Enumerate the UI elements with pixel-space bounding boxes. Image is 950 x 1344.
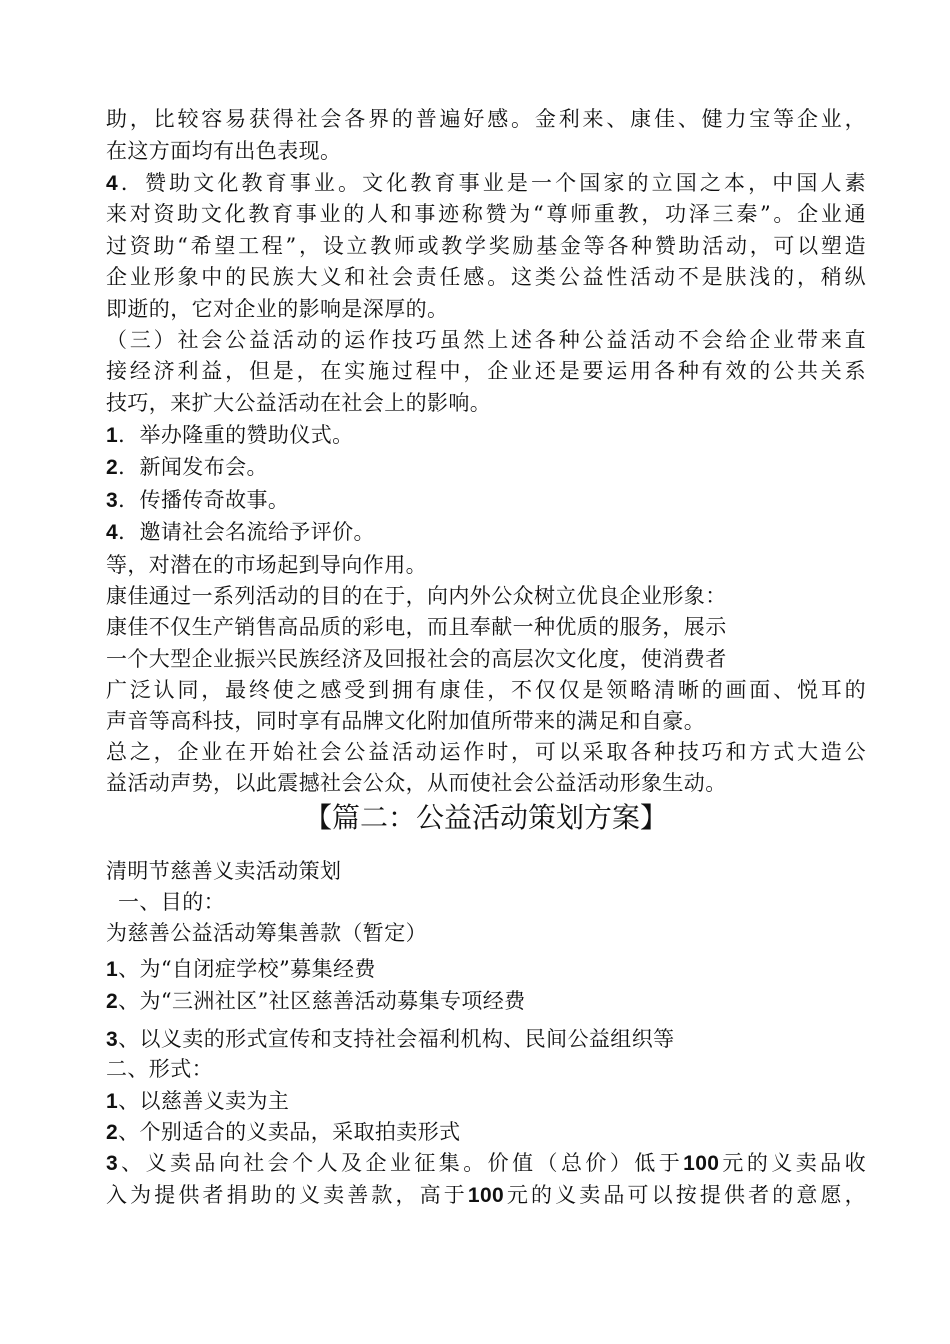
text-line: （三）社会公益活动的运作技巧虽然上述各种公益活动不会给企业带来直 [106, 328, 866, 352]
text-line: 即逝的，它对企业的影响是深厚的。 [106, 297, 449, 321]
text-line: 接经济利益，但是，在实施过程中，企业还是要运用各种有效的公共关系 [106, 359, 866, 383]
text-line: 过资助“希望工程”，设立教师或教学奖励基金等各种赞助活动，可以塑造 [106, 234, 866, 258]
list-item: 1、为“自闭症学校”募集经费 [106, 957, 376, 981]
text-line: 助，比较容易获得社会各界的普遍好感。金利来、康佳、健力宝等企业， [106, 107, 866, 131]
text-line: 一、目的： [118, 890, 225, 914]
list-item: 1．举办隆重的赞助仪式。 [106, 423, 354, 447]
list-item: 3．传播传奇故事。 [106, 488, 290, 512]
text-line: 等，对潜在的市场起到导向作用。 [106, 553, 427, 577]
text-line: 康佳通过一系列活动的目的在于，向内外公众树立优良企业形象： [106, 584, 727, 608]
text-line: 企业形象中的民族大义和社会责任感。这类公益性活动不是肤浅的，稍纵 [106, 265, 866, 289]
list-item: 1、以慈善义卖为主 [106, 1089, 290, 1113]
text-line: 入为提供者捐助的义卖善款，高于100元的义卖品可以按提供者的意愿， [106, 1183, 866, 1207]
list-item: 2、为“三洲社区”社区慈善活动募集专项经费 [106, 989, 526, 1013]
list-item: 3、义卖品向社会个人及企业征集。价值（总价）低于100元的义卖品收 [106, 1151, 866, 1175]
text-line: 4．赞助文化教育事业。文化教育事业是一个国家的立国之本，中国人素 [106, 171, 866, 195]
text-line: 总之，企业在开始社会公益活动运作时，可以采取各种技巧和方式大造公 [106, 740, 866, 764]
text-line: 声音等高科技，同时享有品牌文化附加值所带来的满足和自豪。 [106, 709, 706, 733]
section-title: 【篇二：公益活动策划方案】 [303, 801, 668, 834]
text-line: 清明节慈善义卖活动策划 [106, 859, 342, 883]
list-item: 3、以义卖的形式宣传和支持社会福利机构、民间公益组织等 [106, 1027, 675, 1051]
text-line: 一个大型企业振兴民族经济及回报社会的高层次文化度，使消费者 [106, 647, 727, 671]
list-item: 4．邀请社会名流给予评价。 [106, 520, 375, 544]
text-line: 来对资助文化教育事业的人和事迹称赞为“尊师重教，功泽三秦”。企业通 [106, 202, 866, 226]
text-line: 技巧，来扩大公益活动在社会上的影响。 [106, 391, 492, 415]
text-line: 广泛认同，最终使之感受到拥有康佳，不仅仅是领略清晰的画面、悦耳的 [106, 678, 866, 702]
list-item: 2、个别适合的义卖品，采取拍卖形式 [106, 1120, 461, 1144]
list-item: 2．新闻发布会。 [106, 455, 268, 479]
text-line: 在这方面均有出色表现。 [106, 139, 342, 163]
text-line: 为慈善公益活动筹集善款（暂定） [106, 921, 427, 945]
text-line: 二、形式： [106, 1057, 213, 1081]
text-line: 益活动声势，以此震撼社会公众，从而使社会公益活动形象生动。 [106, 771, 727, 795]
text-line: 康佳不仅生产销售高品质的彩电，而且奉献一种优质的服务，展示 [106, 615, 727, 639]
